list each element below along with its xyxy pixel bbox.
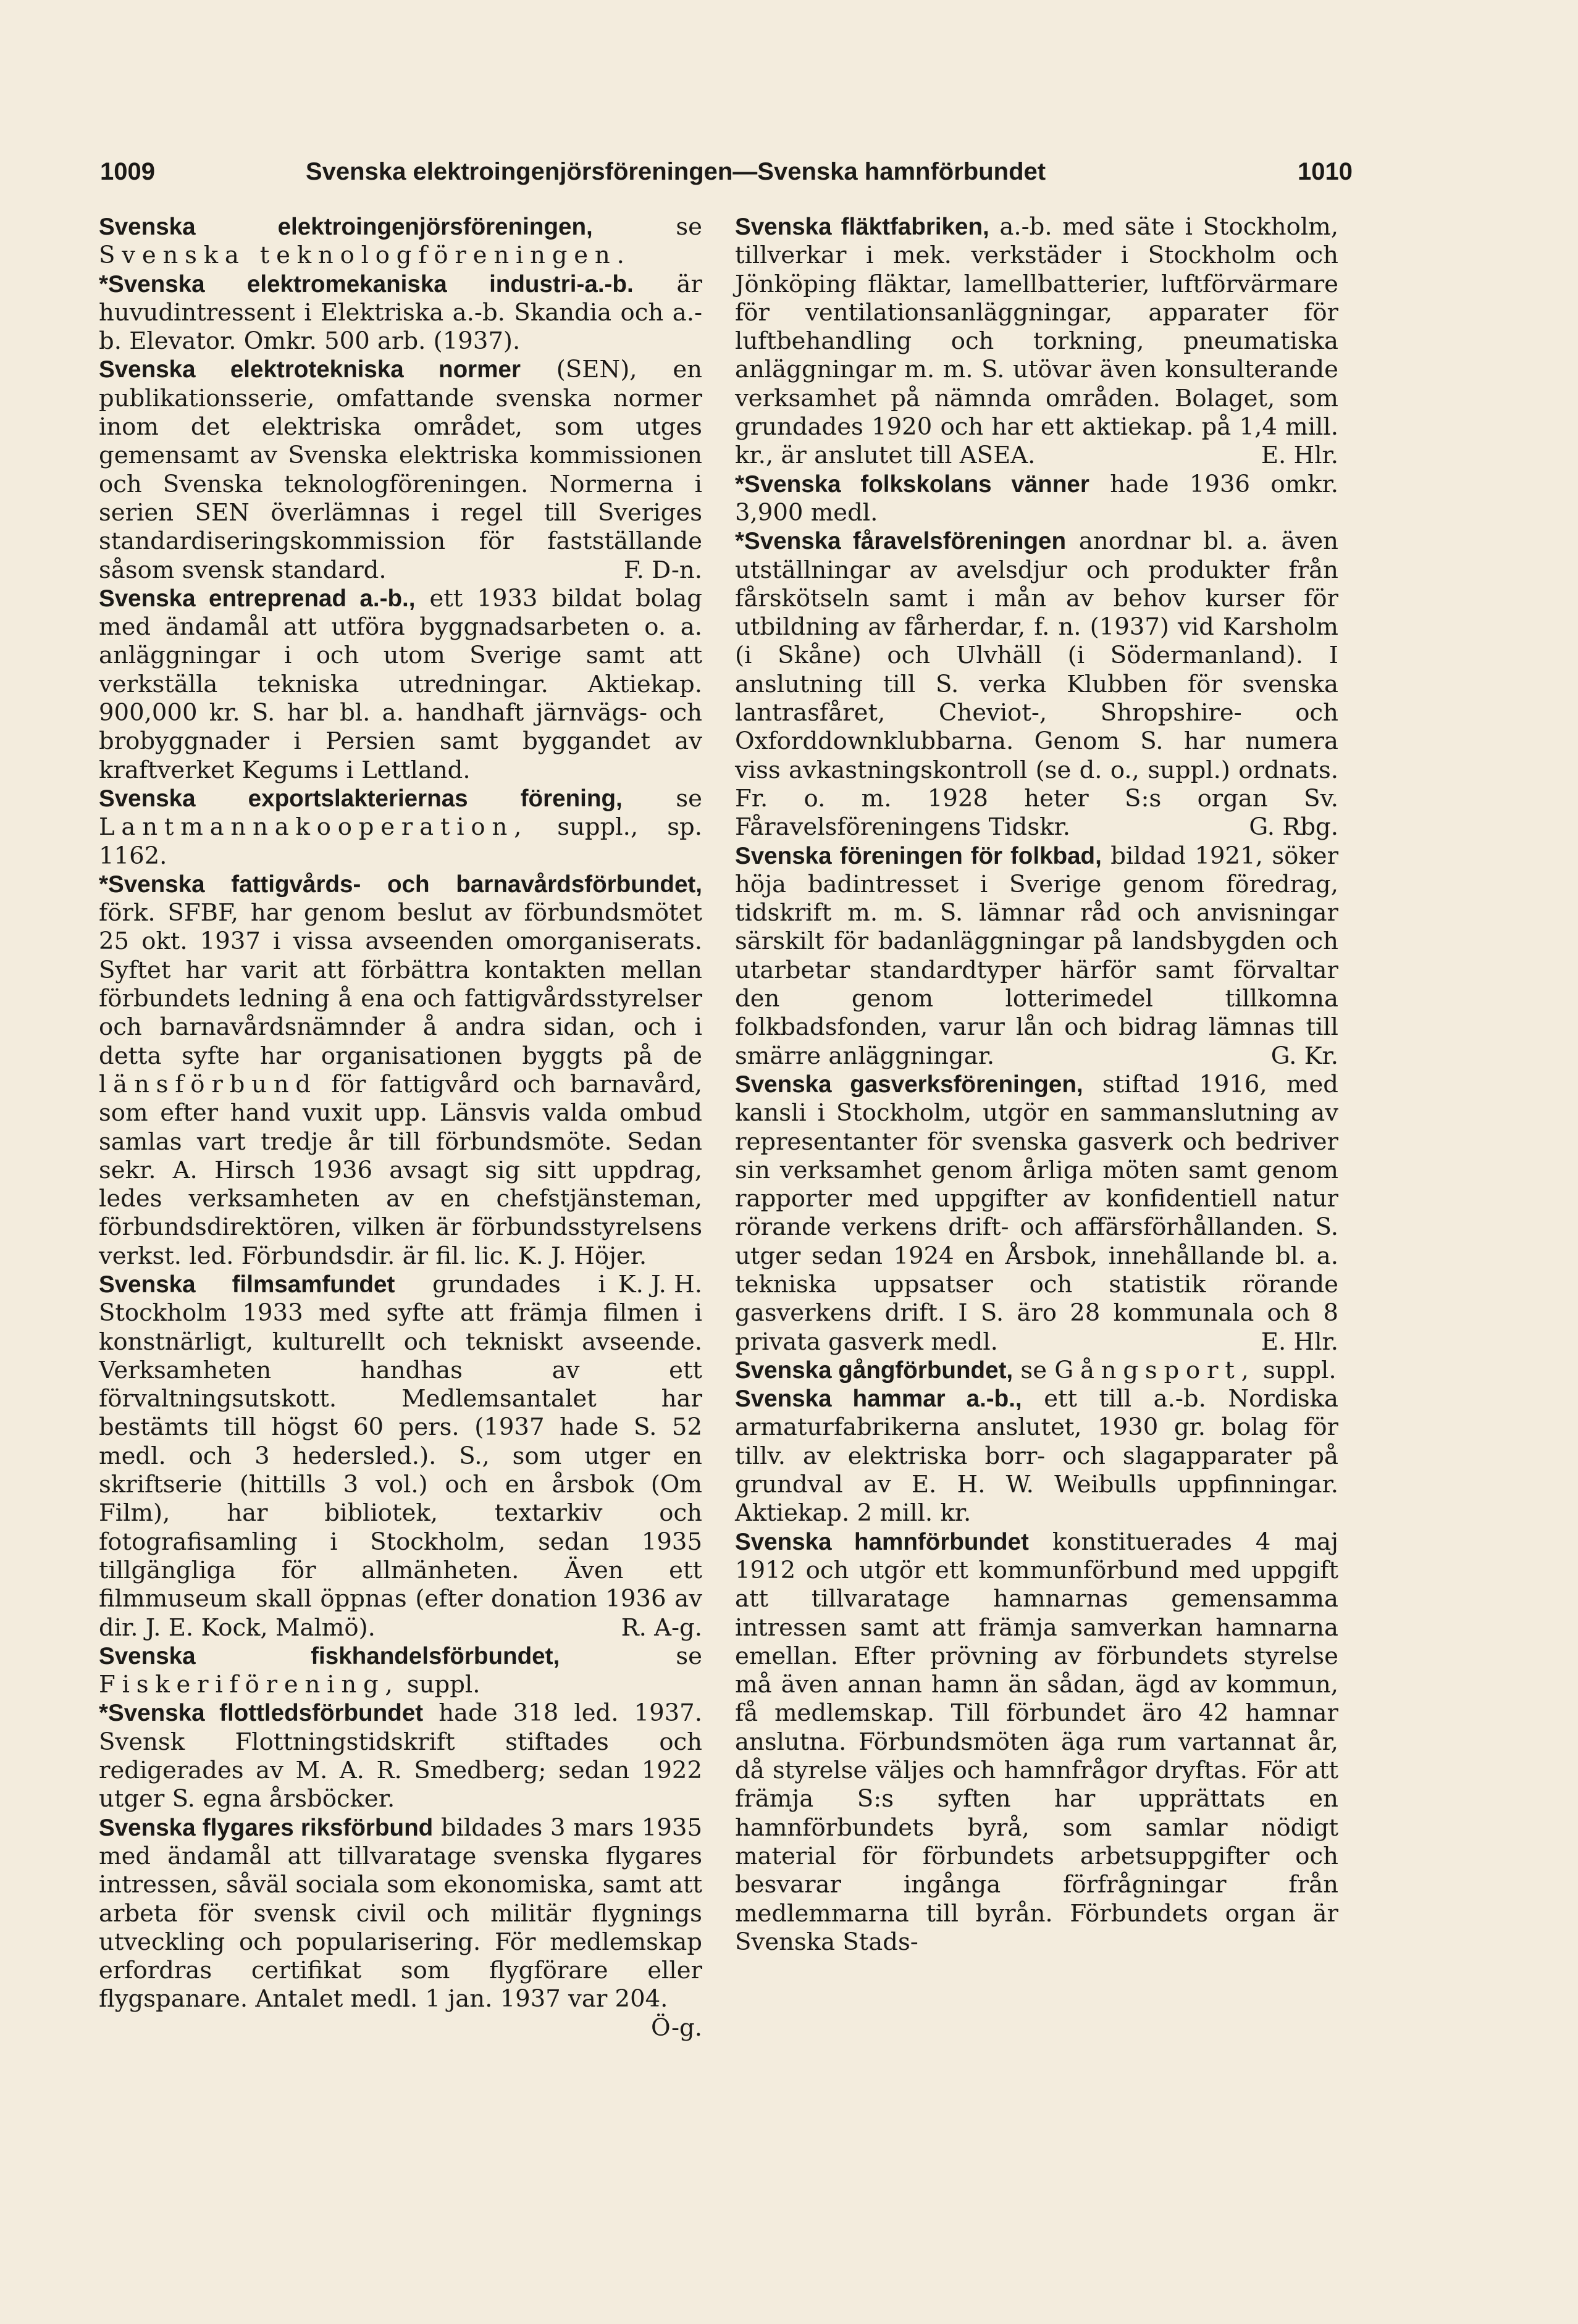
entry-signature: Ö-g. — [650, 2013, 702, 2042]
dictionary-entry — [735, 842, 1338, 1071]
entry-signature: E. Hlr. — [1261, 441, 1338, 470]
entry-headword: Svenska gångförbundet, — [735, 1356, 1014, 1384]
entry-headword: *Svenska flottledsförbundet — [99, 1700, 424, 1727]
entry-signature: F. D-n. — [623, 556, 702, 584]
entry-cross-reference: Lantmannakooperation, — [99, 813, 529, 842]
entry-headword: *Svenska fattigvårds- och barnavårdsförbundet, — [99, 871, 702, 898]
dictionary-entry — [99, 1813, 702, 2042]
dictionary-entry — [99, 1699, 702, 1813]
entry-text: bildades 3 mars 1935 med ändamål att tillvaratage svenska flygares intressen, såväl sociala som ekonomiska, samt att arbeta för svensk civil och militär flygnings utveckling och popularisering. För medlemskap erfordras certifikat som flygförare eller flygspanare. Antalet medl. 1 jan. 1937 var 204. — [99, 1813, 702, 2013]
entry-signature: R. A-g. — [621, 1613, 702, 1642]
running-title: Svenska elektroingenjörsföreningen—Svenska hamnförbundet — [306, 158, 1046, 185]
entry-text: grundades i Stockholm 1933 med syfte att främja filmen i konstnärligt, kulturellt och tekniskt avseende. Verksamheten handhas av ett förvaltningsutskott. Medlemsantalet har bestämts till högst 60 pers. (1937 hade S. 52 medl. och 3 hedersled.). S., som utger en skriftserie (hittills 3 vol.) och en årsbok (Om Film), har bibliotek, textarkiv och fotografisamling i Stockholm, sedan 1935 tillgängliga för allmänheten. Även ett filmmuseum skall öppnas (efter donation 1936 av dir. J. E. Kock, Malmö). — [99, 1270, 702, 1642]
left-column — [99, 213, 702, 2042]
entry-headword: Svenska elektroingenjörsföreningen, — [99, 214, 593, 240]
dictionary-entry — [99, 1271, 702, 1642]
entry-headword: Svenska entreprenad a.-b., — [99, 585, 416, 612]
entry-headword: Svenska exportslakteriernas förening, — [99, 785, 623, 812]
page-header — [93, 146, 1353, 195]
dictionary-entry — [99, 1642, 702, 1700]
entry-text: se — [676, 784, 703, 813]
entry-text: hade 1936 omkr. 3,900 medl. — [735, 470, 1338, 527]
entry-text: konstituerades 4 maj 1912 och utgör ett kommunförbund med uppgift att tillvaratage hamnarnas gemensamma intressen samt att främja samverkan hamnarna emellan. Efter prövning av förbundets styrelse må även annan hamn än sådan, ägd av kommun, få medlemskap. Till förbundet äro 42 hamnar anslutna. Förbundsmöten äga rum vartannat år, då styrelse väljes och hamnfrågor dryftas. För att främja S:s syften har upprättats en hamnförbundets byrå, som samlar nödigt material för förbundets arbetsuppgifter och besvarar ingånga förfrågningar från medlemmarna till byrån. Förbundets organ är Svenska Stads- — [735, 1528, 1339, 1956]
entry-text: ett 1933 bildat bolag med ändamål att utföra byggnadsarbeten o. a. anläggningar i och utom Sverige samt att verkställa tekniska utredningar. Aktiekap. 900,000 kr. S. har bl. a. handhaft järnvägs- och brobyggnader i Persien samt byggandet av kraftverket Kegums i Lettland. — [99, 584, 702, 784]
entry-signature: E. Hlr. — [1261, 1327, 1338, 1356]
entry-cross-reference: länsförbund — [99, 1070, 317, 1098]
entry-text: förk. SFBF, har genom beslut av förbundsmötet 25 okt. 1937 i vissa avseenden omorganiserats. Syftet har varit att förbättra kontakten mellan förbundets ledning å ena och fattigvårdsstyrelser och barnavårdsnämnder å andra sidan, och i detta syfte har organisationen byggts på de — [99, 899, 702, 1070]
entry-headword: *Svenska fåravelsföreningen — [735, 528, 1067, 555]
entry-text: stiftad 1916, med kansli i Stockholm, utgör en sammanslutning av representanter för svenska gasverk och bedriver sin verksamhet genom årliga möten samt genom rapporter med uppgifter av konfidentiell natur rörande verkens drift- och affärsförhållanden. S. utger sedan 1924 en Årsbok, innehållande bl. a. tekniska uppsatser och statistik rörande gasverkens drift. I S. äro 28 kommunala och 8 privata gasverk medl. — [735, 1070, 1338, 1356]
entry-headword: Svenska föreningen för folkbad, — [735, 842, 1102, 869]
entry-text: hade 318 led. 1937. Svensk Flottningstidskrift stiftades och redigerades av M. A. R. Smedberg; sedan 1922 utger S. egna årsböcker. — [99, 1699, 702, 1813]
entry-text: (SEN), en publikationsserie, omfattande svenska normer inom det elektriska området, som utges gemensamt av Svenska elektriska kommissionen och Svenska teknologföreningen. Normerna i serien SEN överlämnas i regel till Sveriges standardiseringskommission för fastställande såsom svensk standard. — [99, 356, 703, 584]
entry-headword: Svenska flygares riksförbund — [99, 1814, 434, 1841]
entry-headword: Svenska hammar a.-b., — [735, 1386, 1022, 1413]
entry-text-continued: suppl., sp. 1162. — [99, 813, 702, 870]
entry-headword: Svenska filmsamfundet — [99, 1271, 395, 1298]
entry-text: bildad 1921, söker höja badintresset i Sverige genom föredrag, tidskrift m. m. S. lämnar råd och anvisningar särskilt för badanläggningar på landsbygden och utarbetar standardtyper härför samt förvaltar den genom lotterimedel tillkomna folkbadsfonden, varur lån och bidrag lämnas till smärre anläggningar. — [735, 842, 1339, 1070]
entry-text: se — [676, 1642, 702, 1670]
entry-text: är huvudintressent i Elektriska a.-b. Skandia och a.-b. Elevator. Omkr. 500 arb. (1937). — [99, 270, 702, 356]
entry-text-continued: suppl. — [406, 1671, 481, 1699]
right-column — [735, 213, 1338, 1957]
entry-headword: Svenska fläktfabriken, — [735, 214, 989, 240]
entry-headword: *Svenska elektromekaniska industri-a.-b. — [99, 270, 634, 298]
dictionary-entry — [99, 785, 702, 871]
entry-text: se — [676, 213, 702, 241]
entry-text: a.-b. med säte i Stockholm, tillverkar i mek. verkstäder i Stockholm och Jönköping fläktar, lamellbatterier, luftförvärmare för ventilationsanläggningar, apparater för luftbehandling och torkning, pneumatiska anläggningar m. m. S. utövar även konsulterande verksamhet på nämnda områden. Bolaget, som grundades 1920 och har ett aktiekap. på 1,4 mill. kr., är anslutet till ASEA. — [735, 213, 1339, 470]
dictionary-entry — [99, 585, 702, 785]
entry-cross-reference: Svenska teknologföreningen. — [99, 241, 631, 270]
page-number-left: 1009 — [100, 158, 155, 185]
entry-headword: *Svenska folkskolans vänner — [735, 470, 1089, 498]
entry-headword: Svenska elektrotekniska normer — [99, 356, 521, 383]
entry-text: ett till a.-b. Nordiska armaturfabrikerna anslutet, 1930 gr. bolag för tillv. av elektriska borr- och slagapparater på grundval av E. H. W. Weibulls uppfinningar. Aktiekap. 2 mill. kr. — [735, 1385, 1339, 1528]
entry-cross-reference: Gångsport, — [1054, 1356, 1256, 1384]
dictionary-entry — [735, 1356, 1338, 1385]
dictionary-entry — [99, 270, 702, 356]
dictionary-entry — [735, 1385, 1338, 1528]
entry-text-continued: för fattigvård och barnavård, som efter hand vuxit upp. Länsvis valda ombud samlas vart tredje år till förbundsmöte. Sedan sekr. A. Hirsch 1936 avsagt sig sitt uppdrag, ledes verksamheten av en chefstjänsteman, förbundsdirektören, vilken är förbundsstyrelsens verkst. led. Förbundsdir. är fil. lic. K. J. Höjer. — [99, 1070, 702, 1270]
entry-headword: Svenska gasverksföreningen, — [735, 1071, 1083, 1098]
entry-text-continued: suppl. — [1262, 1356, 1337, 1384]
entry-cross-reference: Fiskeriförening, — [99, 1671, 400, 1699]
entry-signature: G. Kr. — [1270, 1042, 1338, 1070]
dictionary-entry — [735, 470, 1338, 528]
entry-text: se — [1020, 1356, 1047, 1384]
entry-text: anordnar bl. a. även utställningar av avelsdjur och produkter från fårskötseln samt i mån av behov kurser för utbildning av fårherdar, f. n. (1937) vid Karsholm (i Skåne) och Ulvhäll (i Södermanland). I anslutning till S. verka Klubben för svenska lantrasfåret, Cheviot-, Shropshire- och Oxforddownklubbarna. Genom S. har numera viss avkastningskontroll (se d. o., suppl.) ordnats. Fr. o. m. 1928 heter S:s organ Sv. Fåravelsföreningens Tidskr. — [735, 527, 1338, 842]
dictionary-entry — [735, 213, 1338, 470]
dictionary-entry — [735, 1071, 1338, 1356]
entry-signature: K. J. H. — [618, 1270, 702, 1298]
dictionary-entry — [735, 1528, 1338, 1957]
entry-signature: G. Rbg. — [1249, 813, 1338, 842]
dictionary-entry — [99, 213, 702, 270]
entry-headword: Svenska hamnförbundet — [735, 1528, 1029, 1555]
dictionary-entry — [735, 527, 1338, 842]
dictionary-entry — [99, 356, 702, 584]
entry-headword: Svenska fiskhandelsförbundet, — [99, 1642, 560, 1670]
page-number-right: 1010 — [1298, 158, 1353, 185]
